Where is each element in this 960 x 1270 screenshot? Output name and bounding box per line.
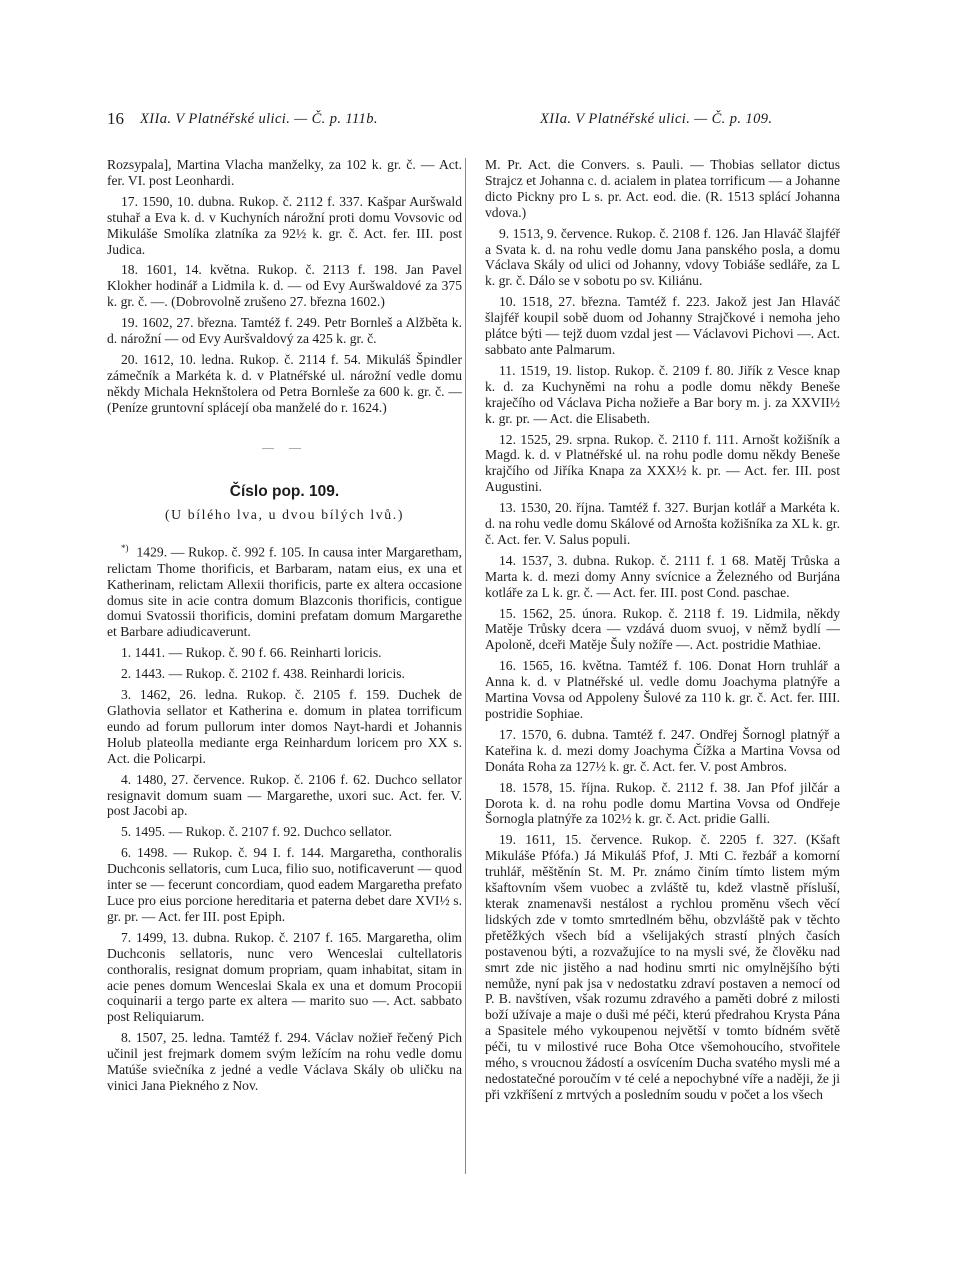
text-entry: 2. 1443. — Rukop. č. 2102 f. 438. Reinhardi loricis. — [121, 666, 405, 682]
text-entry — [107, 541, 462, 640]
text-entry: 9. 1513, 9. července. Rukop. č. 2108 f. 126. Jan Hlaváč šlajféř a Svata k. d. na rohu vedle domu Jana panského posla, a domu Václava Skály od ulici od Johanny, vdovy Tobiáše sedláře, za L k. gr. č. Dálo se v sobotu po sv. Kiliánu. — [485, 225, 840, 289]
text-entry: 18. 1578, 15. října. Rukop. č. 2112 f. 38. Jan Pfof jilčár a Dorota k. d. na rohu podle domu Martina Vovsa od Ondřeje Šornogla platnýře za 102½ k. gr. č. Act. pridie Galli. — [485, 779, 840, 827]
text-entry: 17. 1570, 6. dubna. Tamtéž f. 247. Ondřej Šornogl platnýř a Kateřina k. d. mezi domy Joachyma Čížka a Martina Vovsa od Donáta Roha za 127½ k. gr. č. Act. fer. V. post Ambros. — [485, 726, 840, 774]
page-number: 16 — [107, 109, 124, 128]
right-column — [485, 157, 840, 1108]
text-entry: 17. 1590, 10. dubna. Rukop. č. 2112 f. 337. Kašpar Auršwald stuhař a Eva k. d. v Kuchyních nárožní proti domu Vovsovic od Mikuláše Smolíka zlatníka za 92½ k. gr. č. Act. fer. III. post Judica. — [107, 193, 462, 257]
text-entry: 20. 1612, 10. ledna. Rukop. č. 2114 f. 54. Mikuláš Špindler zámečník a Markéta k. d. v Platnéřské ul. nárožní vedle domu někdy Michala Heknštolera od Petra Bornleše za 600 k. gr. č. — (Peníze gruntovní splácejí oba manželé do r. 1624.) — [107, 351, 462, 415]
text-entry: 19. 1602, 27. března. Tamtéž f. 249. Petr Bornleš a Alžběta k. d. nárožní — od Evy Auršvaldový za 425 k. gr. č. — [107, 315, 462, 347]
section-title: Číslo pop. 109. — [229, 482, 340, 500]
text-entry: 1. 1441. — Rukop. č. 90 f. 66. Reinharti loricis. — [121, 645, 382, 661]
running-head-left: XIIa. V Platnéřské ulici. — Č. p. 111b. — [140, 111, 378, 127]
footnote-mark: *) — [121, 543, 129, 554]
text-entry: 19. 1611, 15. července. Rukop. č. 2205 f. 327. (Kšaft Mikuláše Pfófa.) Já Mikuláš Pfof, J. Mti C. řezbář a komorní truhlář, měštěnín St. M. Pr. známo činím tímto listem mým kšaftovním všem vuobec a zvláště tu, kdež vlastně přísluší, kterak znamenavši nestálost a rychlou proměnu všech věcí lidských zde v tomto smrtedlném běhu, obzvláště pak v těchto přetěžkých všech bíd a všelijakých strastí plných časích postavenou býti, a rozvažujíce to na mysli své, že člověku nad smrt zde nic jistěho a nad hodinu smrti nic omylnějšího býti nemůže, nyní pak jsa v nedostatku zdraví postaven a nemocí od P. B. navštíven, však rozumu zdravého a paměti dobré z milosti boží užívaje a maje o duši mé péči, kterú předrahou Krysta Pána a Spasitele mého vykoupenou největší v tomto bídném světě péči, tu v milostivé ruce Boha Otce všemohoucího, stvořitele mého, s vroucnou žádostí a osvícením Ducha svatého mysli mé a nedostatečné poroučím v té celé a nepochybné víře a naději, že ji při vzkříšení z mrtvých a posledním soudu v počet a los všech — [485, 832, 840, 1102]
column-divider — [465, 158, 466, 1174]
section-divider: — — — [262, 439, 307, 454]
text-entry: 10. 1518, 27. března. Tamtéž f. 223. Jakož jest Jan Hlaváč šlajféř koupil sobě duom od Johanny Strajčkové i nemoha jeho plátce býti — tejž duom vzdal jest — Václavovi Pichovi —. Act. sabbato ante Palmarum. — [485, 294, 840, 357]
text-entry: 16. 1565, 16. května. Tamtéž f. 106. Donat Horn truhlář a Anna k. d. v Platnéřské ul. vedle domu Joachyma platnýře a Martina Vovsa od Appoleny Šulové za 110 k. gr. č. Act. fer. IIII. postridie Sophiae. — [485, 658, 840, 721]
text-entry: Rozsypala], Martina Vlacha manželky, za 102 k. gr. č. — Act. fer. VI. post Leonhardi. — [107, 157, 462, 188]
text-entry: 6. 1498. — Rukop. č. 94 I. f. 144. Margaretha, conthoralis Duchconis sellatoris, cum Luca, filio suo, notificaverunt — quod inter se — fecerunt concordiam, quod eadem Margaretha prefato Luce pro eius porcione hereditaria et paterna debet dare XVI½ s. gr. pr. — Act. fer III. post Epiph. — [107, 845, 462, 924]
text-entry: 8. 1507, 25. ledna. Tamtéž f. 294. Václav nožieř řečený Pich učinil jest frejmark domem svým ležícím na rohu vedle domu Matúše sviečníka z jedné a vedle Václava Skály ob uličku na vinici Jana Piekného z Nov. — [107, 1030, 462, 1093]
text-entry: 12. 1525, 29. srpna. Rukop. č. 2110 f. 111. Arnošt kožišník a Magd. k. d. v Platnéřské ul. na rohu podle domu někdy Beneše krajčího od Jiříka Knapa za XXX½ k. pr. — Act. fer. III. post Augustini. — [485, 431, 840, 495]
left-column — [107, 157, 462, 1099]
section-subtitle: (U bílého lva, u dvou bílých lvů.) — [164, 507, 405, 523]
entry-text: 1429. — Rukop. č. 992 f. 105. In causa inter Margaretham, relictam Thome thorificis, et Barbaram, natam eius, ex una et Katherinam, relictam Allexii thorificis, parte ex altera occasione domus site in acie contra domum Blazconis thorificis, contigue domui Svatossii thorificis, domini prefatam domum Margarethe et Barbare adiudicaverunt. — [107, 544, 462, 640]
running-head-right: XIIa. V Platnéřské ulici. — Č. p. 109. — [540, 111, 773, 127]
text-entry: 11. 1519, 19. listop. Rukop. č. 2109 f. 80. Jiřík z Vesce knap k. d. za Kuchyněmi na rohu a podle domu někdy Beneše kraječího od Václava Picha nožieře a Bar bory m. j. za XXVII½ k. gr. pr. — Act. die Elisabeth. — [485, 362, 840, 426]
text-entry: M. Pr. Act. die Convers. s. Pauli. — Thobias sellator dictus Strajcz et Johanna c. d. acialem in platea torrificum — a Johanne dicto Pickny pro L s. pr. Act. eod. die. (R. 1513 splácí Johanna vdova.) — [485, 157, 840, 220]
text-entry: 13. 1530, 20. října. Tamtéž f. 327. Burjan kotlář a Markéta k. d. na rohu vedle domu Skálové od Arnošta kožišníka za XL k. gr. č. Act. fer. V. Salus populi. — [485, 500, 840, 547]
text-entry: 15. 1562, 25. února. Rukop. č. 2118 f. 19. Lidmila, někdy Matěje Trůsky dcera — vzdává duom svuoj, v němž bydlí — Apoloně, dceři Matěje Šuly nožíře —. Act. postridie Mathiae. — [485, 605, 840, 653]
text-entry: 18. 1601, 14. května. Rukop. č. 2113 f. 198. Jan Pavel Klokher hodinář a Lidmila k. d. — od Evy Auršwaldové za 375 k. gr. č. —. (Dobrovolně zrušeno 27. března 1602.) — [107, 262, 462, 310]
text-entry: 4. 1480, 27. července. Rukop. č. 2106 f. 62. Duchco sellator resignavit domum suam — Margarethe, uxori suc. Act. fer. V. post Jacobi ap. — [107, 771, 462, 819]
text-entry: 7. 1499, 13. dubna. Rukop. č. 2107 f. 165. Margaretha, olim Duchconis sellatoris, nunc vero Wenceslai cultellatoris conthoralis, resignat domum propriam, quam inhabitat, sitam in acie penes domum Wenceslai Skala ex una et domum Procopii coquinarii a tergo parte ex altera — marito suo —. Act. sabbato post Reliquiarum. — [107, 929, 462, 1025]
text-entry: 3. 1462, 26. ledna. Rukop. č. 2105 f. 159. Duchek de Glathovia sellator et Katherina e. domum in platea torrificum eundo ad forum pullorum inter domos Nayt-hardi et Johannis Holub plateolla mediante erga Reinhardum loricem pro XX s. Act. die Policarpi. — [107, 687, 462, 766]
text-entry: 5. 1495. — Rukop. č. 2107 f. 92. Duchco sellator. — [121, 824, 393, 840]
text-entry: 14. 1537, 3. dubna. Rukop. č. 2111 f. 1 68. Matěj Trůska a Marta k. d. mezi domy Anny svícnice a Železného od Burjána kotláře za L k. gr. č. — Act. fer. III. post Cond. paschae. — [485, 552, 840, 600]
